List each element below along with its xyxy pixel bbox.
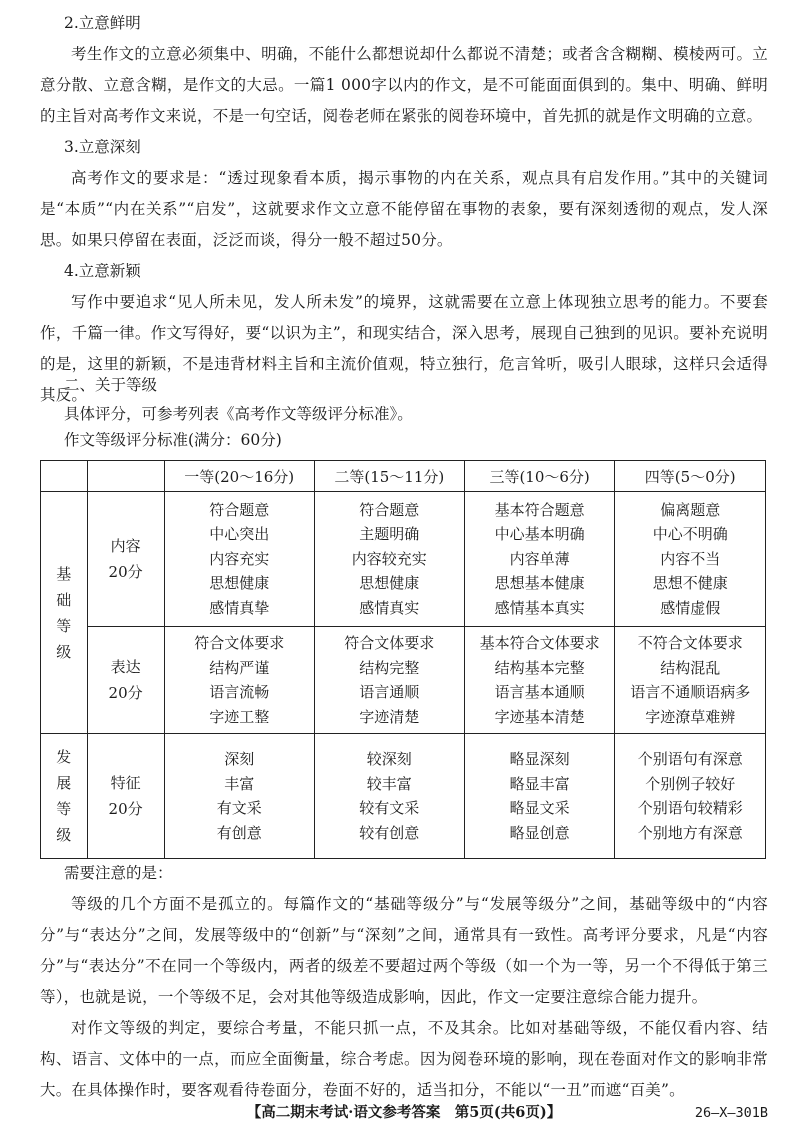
header-level-2: 二等(15～11分) xyxy=(314,461,464,492)
table-title: 作文等级评分标准(满分：60分) xyxy=(64,431,282,449)
content-level-2: 符合题意 主题明确 内容较充实 思想健康 感情真实 xyxy=(314,492,464,627)
header-empty-cell xyxy=(87,461,164,492)
notes-intro: 需要注意的是： xyxy=(64,864,173,882)
category-base-level: 基 础 等 级 xyxy=(41,492,88,734)
content-level-4: 偏离题意 中心不明确 内容不当 思想不健康 感情虚假 xyxy=(615,492,766,627)
feature-level-1: 深刻 丰富 有文采 有创意 xyxy=(164,734,314,859)
heading-novel-intent: 4.立意新颖 xyxy=(64,262,141,280)
expression-level-4: 不符合文体要求 结构混乱 语言不通顺语病多 字迹潦草难辨 xyxy=(615,627,766,734)
footer-page-info: 【高二期末考试·语文参考答案 第5页(共6页)】 xyxy=(246,1104,562,1121)
paragraph-deep-intent: 高考作文的要求是：“透过现象看本质，揭示事物的内在关系，观点具有启发作用。”其中的关键词是“本质”“内在关系”“启发”，这就要求作文立意不能停留在事物的表象，要有深刻透彻的观点，发人深思。如果只停留在表面，泛泛而谈，得分一般不超过50分。 xyxy=(40,169,768,249)
expression-level-2: 符合文体要求 结构完整 语言通顺 字迹清楚 xyxy=(314,627,464,734)
feature-level-4: 个别语句有深意 个别例子较好 个别语句较精彩 个别地方有深意 xyxy=(615,734,766,859)
table-row-content xyxy=(41,492,766,627)
paragraph-grade-reference: 具体评分，可参考列表《高考作文等级评分标准》。 xyxy=(64,405,413,423)
heading-deep-intent: 3.立意深刻 xyxy=(64,138,141,156)
notes-paragraph-consistency: 等级的几个方面不是孤立的。每篇作文的“基础等级分”与“发展等级分”之间，基础等级中的“内容分”与“表达分”之间，发展等级中的“创新”与“深刻”之间，通常具有一致性。高考评分要求，凡是“内容分”与“表达分”不在同一个等级内，两者的级差不要超过两个等级（如一个为一等，另一个不得低于第三等），也就是说，一个等级不足，会对其他等级造成影响，因此，作文一定要注意综合能力提升。 xyxy=(40,895,768,1006)
table-header-row xyxy=(41,461,766,492)
notes-paragraph-judgement: 对作文等级的判定，要综合考量，不能只抓一点，不及其余。比如对基础等级，不能仅看内容、结构、语言、文体中的一点，而应全面衡量，综合考虑。因为阅卷环境的影响，现在卷面对作文的影响非常大。在具体操作时，要客观看待卷面分，卷面不好的，适当扣分，不能以“一丑”而遮“百美”。 xyxy=(40,1019,768,1099)
header-level-1: 一等(20～16分) xyxy=(164,461,314,492)
paragraph-clear-intent: 考生作文的立意必须集中、明确，不能什么都想说却什么都说不清楚；或者含含糊糊、模棱两可。立意分散、立意含糊，是作文的大忌。一篇1 000字以内的作文，是不可能面面俱到的。集中、明确、鲜明的主旨对高考作文来说，不是一句空话，阅卷老师在紧张的阅卷环境中，首先抓的就是作文明确的立意。 xyxy=(40,45,768,125)
heading-clear-intent: 2.立意鲜明 xyxy=(64,14,141,32)
subcategory-content: 内容 20分 xyxy=(87,492,164,627)
paragraph-novel-intent: 写作中要追求“见人所未见，发人所未发”的境界，这就需要在立意上体现独立思考的能力。不要套作，千篇一律。作文写得好，要“以识为主”，和现实结合，深入思考，展现自己独到的见识。要补充说明的是，这里的新颖，不是违背材料主旨和主流价值观，特立独行，危言耸听，吸引人眼球，这样只会适得其反。 xyxy=(40,293,768,404)
subcategory-expression: 表达 20分 xyxy=(87,627,164,734)
feature-level-3: 略显深刻 略显丰富 略显文采 略显创意 xyxy=(464,734,615,859)
expression-level-1: 符合文体要求 结构严谨 语言流畅 字迹工整 xyxy=(164,627,314,734)
table-row-expression xyxy=(41,627,766,734)
page-footer xyxy=(40,1100,768,1126)
footer-exam-code: 26—X—301B xyxy=(694,1105,768,1121)
header-level-4: 四等(5～0分) xyxy=(615,461,766,492)
expression-level-3: 基本符合文体要求 结构基本完整 语言基本通顺 字迹基本清楚 xyxy=(464,627,615,734)
category-development-level: 发 展 等 级 xyxy=(41,734,88,859)
header-empty-cell xyxy=(41,461,88,492)
grading-standard-table xyxy=(40,460,766,859)
heading-grade-levels: 二、关于等级 xyxy=(64,376,158,394)
feature-level-2: 较深刻 较丰富 较有文采 较有创意 xyxy=(314,734,464,859)
header-level-3: 三等(10～6分) xyxy=(464,461,615,492)
content-level-3: 基本符合题意 中心基本明确 内容单薄 思想基本健康 感情基本真实 xyxy=(464,492,615,627)
table-row-feature xyxy=(41,734,766,859)
subcategory-feature: 特征 20分 xyxy=(87,734,164,859)
content-level-1: 符合题意 中心突出 内容充实 思想健康 感情真挚 xyxy=(164,492,314,627)
